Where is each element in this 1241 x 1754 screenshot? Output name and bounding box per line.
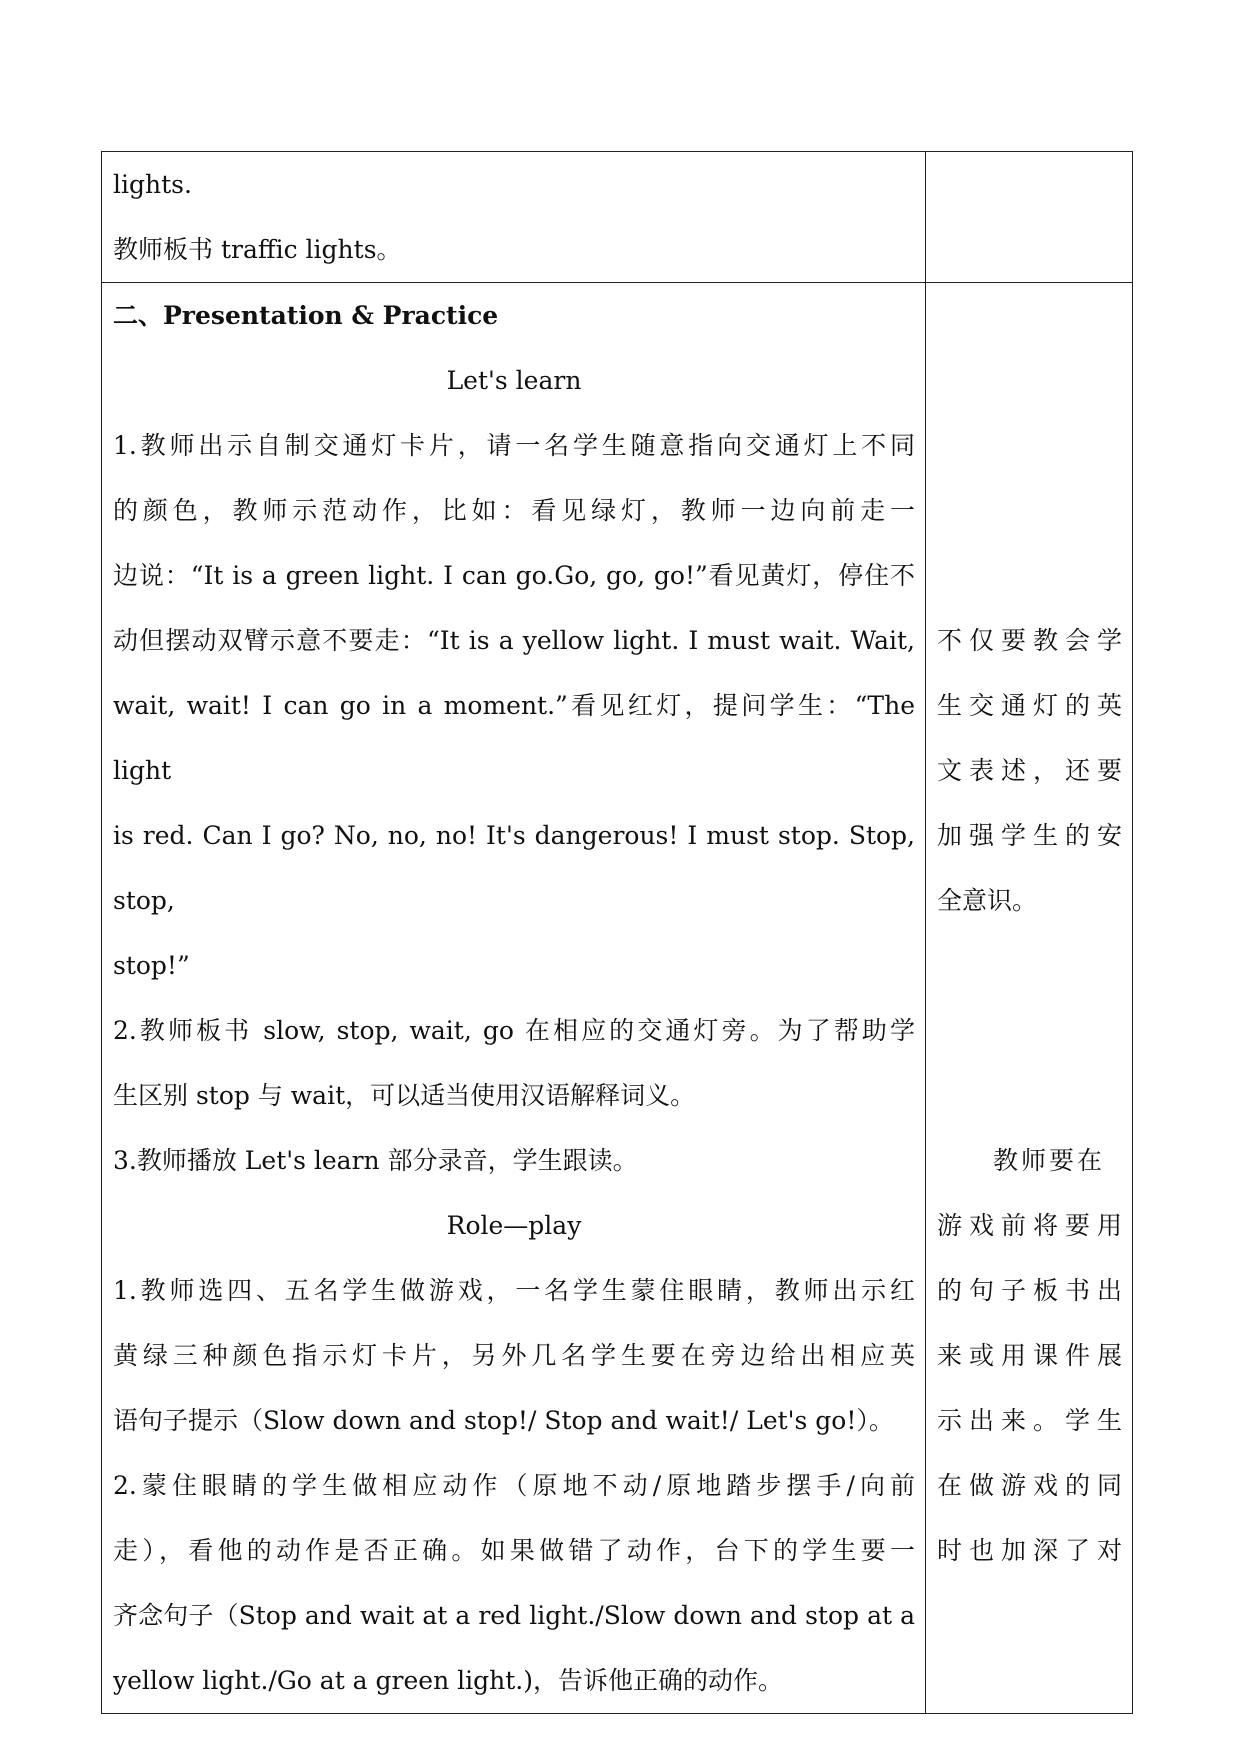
text-line: 动但摆动双臂示意不要走：“It is a yellow light. I must wait. Wait,	[113, 626, 915, 655]
subheading-lets-learn: Let's learn	[446, 366, 582, 395]
text-line: is red. Can I go? No, no, no! It's dangerous! I must stop. Stop, stop,	[113, 821, 915, 915]
text-line: yellow light./Go at a green light.)，告诉他正确的动作。	[113, 1666, 783, 1695]
note-line: 不仅要教会学	[937, 626, 1122, 655]
note-line: 游戏前将要用	[937, 1211, 1122, 1240]
note-line: 来或用课件展	[937, 1341, 1122, 1370]
text-line: stop!”	[113, 951, 190, 980]
note-line: 生交通灯的英	[937, 691, 1122, 720]
note-line: 加强学生的安	[937, 821, 1122, 850]
subheading-role-play: Role—play	[446, 1211, 582, 1240]
text-line: wait, wait! I can go in a moment.”看见红灯，提问学生：“The light	[113, 691, 915, 785]
text-line: 语句子提示（Slow down and stop!/ Stop and wait!/ Let's go!）。	[113, 1406, 894, 1435]
lesson-plan-table	[101, 151, 1133, 1714]
text-line: lights.	[113, 170, 192, 199]
note-safety-awareness	[937, 608, 1122, 933]
procedure-cell	[102, 152, 926, 283]
text-line: 的颜色，教师示范动作，比如：看见绿灯，教师一边向前走一	[113, 496, 915, 525]
spacer	[937, 283, 1122, 608]
notes-cell	[926, 152, 1133, 283]
section-heading: 二、Presentation & Practice	[113, 301, 499, 330]
spacer	[937, 933, 1122, 1128]
text-line: 边说：“It is a green light. I can go.Go, go, go!”看见黄灯，停住不	[113, 561, 915, 590]
note-game-sentences	[937, 1128, 1122, 1583]
note-line: 时也加深了对	[937, 1536, 1122, 1565]
note-line: 教师要在	[993, 1146, 1106, 1175]
text-line: 走），看他的动作是否正确。如果做错了动作，台下的学生要一	[113, 1536, 915, 1565]
text-line: 1.教师出示自制交通灯卡片，请一名学生随意指向交通灯上不同	[113, 431, 915, 460]
notes-cell	[926, 283, 1133, 1714]
note-line: 在做游戏的同	[937, 1471, 1122, 1500]
procedure-cell	[102, 283, 926, 1714]
note-line: 文表述，还要	[937, 756, 1122, 785]
note-line: 的句子板书出	[937, 1276, 1122, 1305]
note-line: 示出来。学生	[937, 1406, 1122, 1435]
text-line: 2.蒙住眼睛的学生做相应动作（原地不动/原地踏步摆手/向前	[113, 1471, 915, 1500]
text-line: 教师板书 traffic lights。	[113, 235, 402, 264]
text-line: 3.教师播放 Let's learn 部分录音，学生跟读。	[113, 1146, 638, 1175]
table-row	[102, 152, 1133, 283]
text-line: 2.教师板书 slow, stop, wait, go 在相应的交通灯旁。为了帮助学	[113, 1016, 915, 1045]
table-row	[102, 283, 1133, 1714]
text-line: 1.教师选四、五名学生做游戏，一名学生蒙住眼睛，教师出示红	[113, 1276, 915, 1305]
note-line: 全意识。	[937, 886, 1038, 915]
text-line: 生区别 stop 与 wait，可以适当使用汉语解释词义。	[113, 1081, 696, 1110]
text-line: 黄绿三种颜色指示灯卡片，另外几名学生要在旁边给出相应英	[113, 1341, 915, 1370]
text-line: 齐念句子（Stop and wait at a red light./Slow down and stop at a	[113, 1601, 915, 1630]
